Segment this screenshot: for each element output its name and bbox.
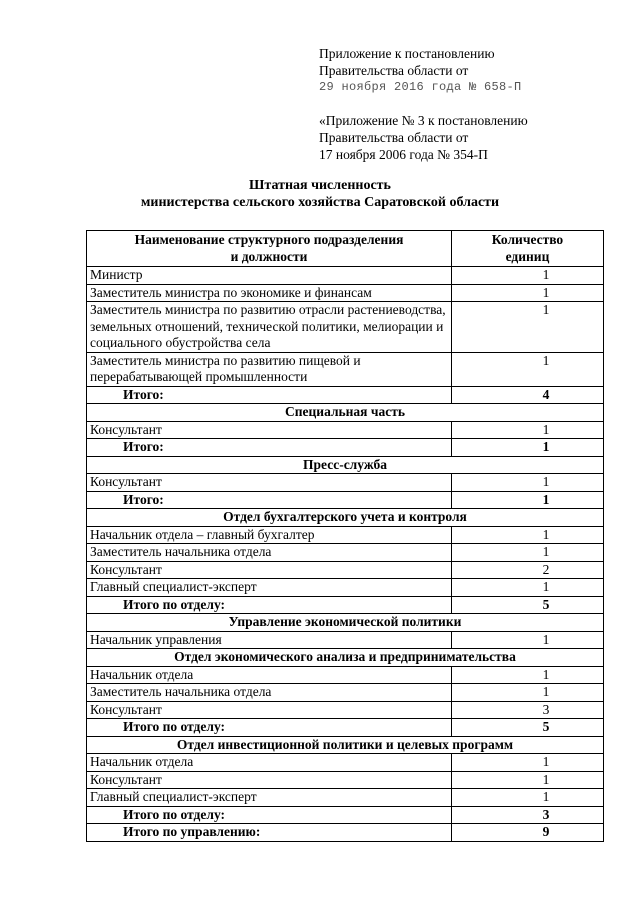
table-row (87, 789, 604, 807)
section-row (87, 649, 604, 667)
position-count: 1 (452, 302, 604, 353)
total-row (87, 719, 604, 737)
position-count: 1 (452, 579, 604, 597)
total-row (87, 439, 604, 457)
total-count: 9 (452, 824, 604, 842)
position-name: Консультант (87, 771, 452, 789)
table-row (87, 526, 604, 544)
total-row (87, 386, 604, 404)
position-name: Консультант (87, 561, 452, 579)
section-title: Пресс-служба (87, 456, 604, 474)
table-row (87, 684, 604, 702)
table-row (87, 631, 604, 649)
position-name: Министр (87, 267, 452, 285)
position-count: 1 (452, 474, 604, 492)
document-title: Штатная численность (249, 178, 391, 193)
staffing-table (86, 230, 604, 842)
position-name: Заместитель начальника отдела (87, 544, 452, 562)
total-label: Итого: (87, 386, 452, 404)
position-name: Заместитель министра по развитию отрасли растениеводства, земельных отношений, технической политики, мелиорации и социального обустройства села (87, 302, 452, 353)
total-label: Итого: (87, 439, 452, 457)
position-name: Консультант (87, 701, 452, 719)
position-name: Заместитель начальника отдела (87, 684, 452, 702)
section-row (87, 509, 604, 527)
position-name: Начальник отдела – главный бухгалтер (87, 526, 452, 544)
header-line-1: Приложение к постановлению (319, 46, 495, 61)
position-name: Начальник управления (87, 631, 452, 649)
table-header-row (87, 231, 604, 267)
position-count: 1 (452, 771, 604, 789)
position-name: Заместитель министра по экономике и финансам (87, 284, 452, 302)
table-body (87, 267, 604, 842)
position-count: 1 (452, 267, 604, 285)
appendix-header (319, 45, 619, 163)
position-count: 1 (452, 284, 604, 302)
table-row (87, 579, 604, 597)
position-count: 1 (452, 684, 604, 702)
position-name: Заместитель министра по развитию пищевой и перерабатывающей промышленности (87, 352, 452, 386)
table-row (87, 561, 604, 579)
section-title: Отдел инвестиционной политики и целевых программ (87, 736, 604, 754)
total-row (87, 806, 604, 824)
total-row (87, 491, 604, 509)
total-label: Итого по отделу: (87, 596, 452, 614)
header-line-2: Правительства области от (319, 63, 469, 78)
header-line-5: Правительства области от (319, 130, 469, 145)
table-row (87, 302, 604, 353)
total-count: 1 (452, 491, 604, 509)
section-title: Специальная часть (87, 404, 604, 422)
position-count: 1 (452, 789, 604, 807)
position-count: 1 (452, 526, 604, 544)
total-label: Итого по отделу: (87, 806, 452, 824)
table-row (87, 267, 604, 285)
table-row (87, 666, 604, 684)
section-row (87, 614, 604, 632)
header-line-4: «Приложение № 3 к постановлению (319, 113, 528, 128)
total-label: Итого по отделу: (87, 719, 452, 737)
position-count: 1 (452, 666, 604, 684)
total-row (87, 824, 604, 842)
position-count: 3 (452, 701, 604, 719)
position-count: 1 (452, 421, 604, 439)
total-count: 3 (452, 806, 604, 824)
document-subtitle: министерства сельского хозяйства Саратовской области (140, 195, 500, 210)
table-row (87, 284, 604, 302)
table-row (87, 421, 604, 439)
position-name: Консультант (87, 474, 452, 492)
position-name: Начальник отдела (87, 754, 452, 772)
position-count: 1 (452, 352, 604, 386)
section-row (87, 456, 604, 474)
table-row (87, 544, 604, 562)
position-name: Главный специалист-эксперт (87, 579, 452, 597)
position-count: 1 (452, 631, 604, 649)
table-row (87, 771, 604, 789)
header-line-6: 17 ноября 2006 года № 354-П (319, 147, 488, 162)
position-count: 1 (452, 754, 604, 772)
section-title: Отдел бухгалтерского учета и контроля (87, 509, 604, 527)
column-header-name: Наименование структурного подразделения и должности (87, 231, 452, 267)
total-count: 5 (452, 596, 604, 614)
table-row (87, 701, 604, 719)
total-label: Итого по управлению: (87, 824, 452, 842)
column-header-count: Количество единиц (452, 231, 604, 267)
position-count: 2 (452, 561, 604, 579)
total-count: 1 (452, 439, 604, 457)
header-line-3: 29 ноября 2016 года № 658-П (319, 80, 522, 94)
position-name: Начальник отдела (87, 666, 452, 684)
total-count: 5 (452, 719, 604, 737)
table-row (87, 474, 604, 492)
table-row (87, 352, 604, 386)
total-label: Итого: (87, 491, 452, 509)
section-row (87, 404, 604, 422)
section-title: Управление экономической политики (87, 614, 604, 632)
total-count: 4 (452, 386, 604, 404)
section-title: Отдел экономического анализа и предпринимательства (87, 649, 604, 667)
section-row (87, 736, 604, 754)
position-name: Главный специалист-эксперт (87, 789, 452, 807)
position-count: 1 (452, 544, 604, 562)
total-row (87, 596, 604, 614)
table-row (87, 754, 604, 772)
position-name: Консультант (87, 421, 452, 439)
